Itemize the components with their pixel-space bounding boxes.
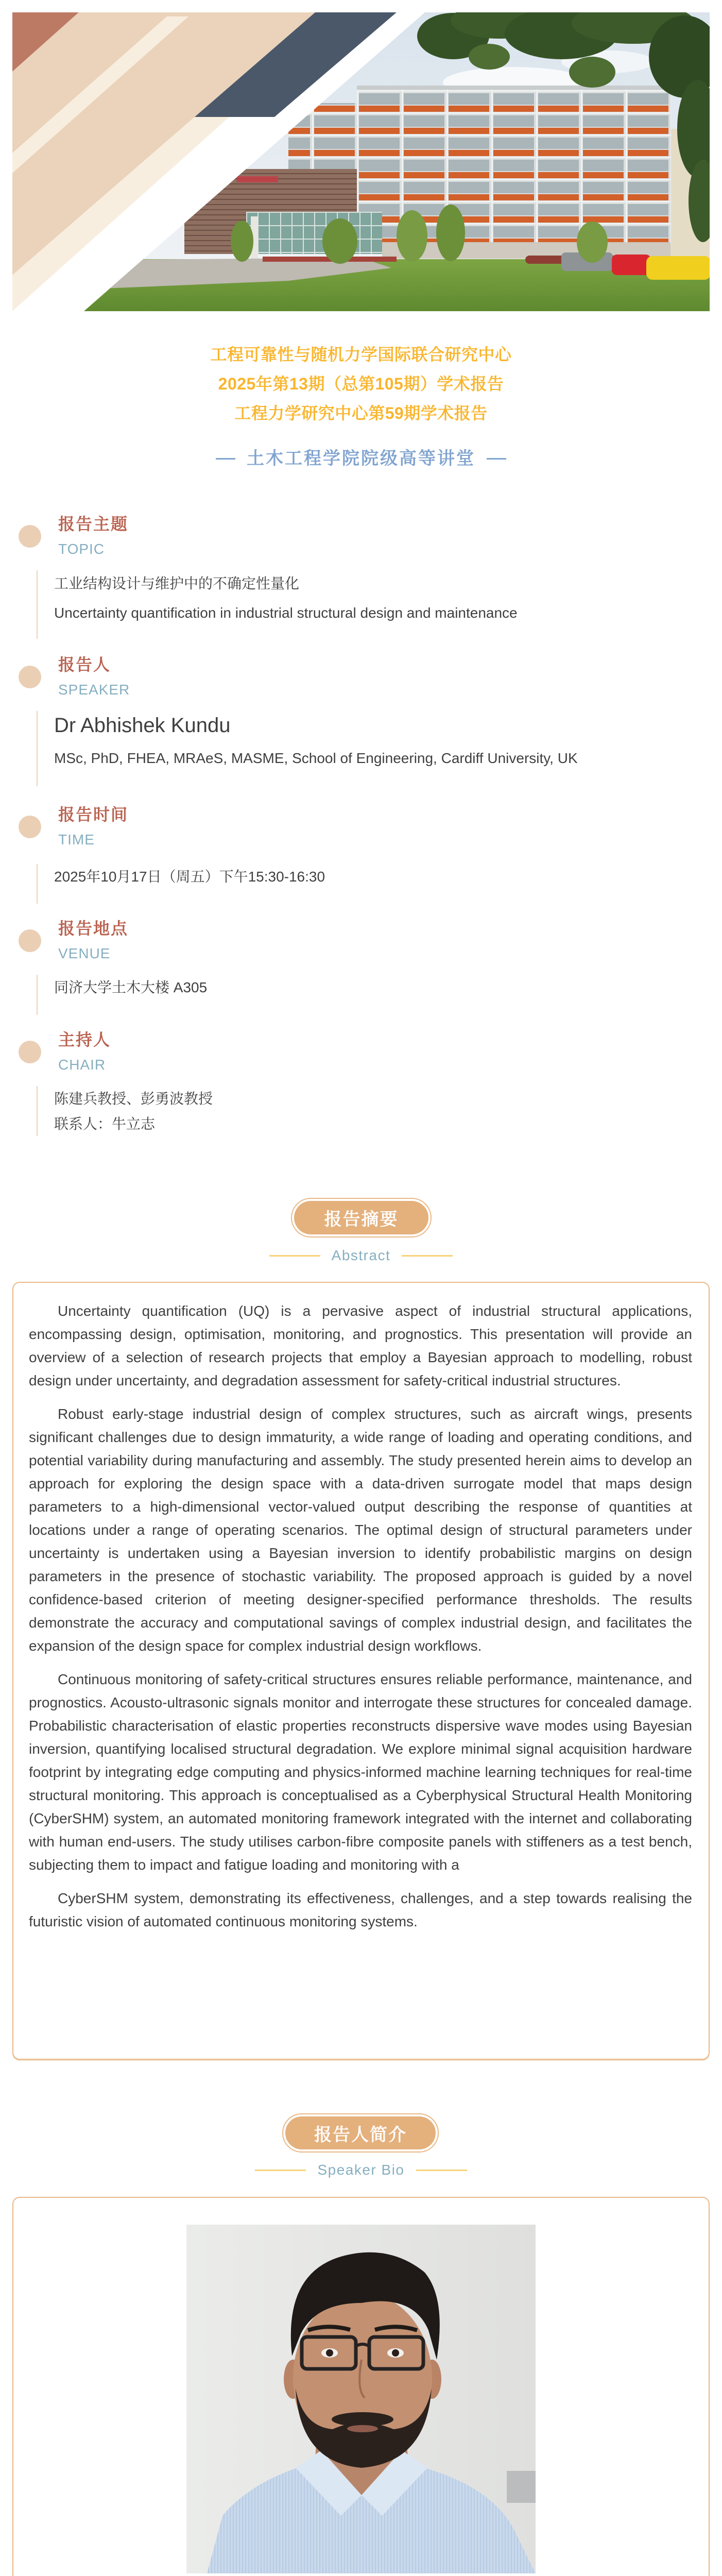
divider-line-right: [416, 2170, 467, 2171]
bullet-dot-icon: [19, 525, 41, 548]
section-title: 主持人: [58, 1030, 111, 1049]
event-venue: 同济大学土木大楼 A305: [54, 979, 208, 995]
abstract-paragraph: Robust early-stage industrial design of complex structures, such as aircraft wings, presents significant challenges due to design immaturity, a wide range of loading and operating conditions, and potential variability during manufacturing and assembly. The study presented herein aims to develop an approach for exploring the design space with a data-driven surrogate model that maps design parameters to a high-dimensional vector-valued output describing the response of quantities at locations under a range of operating scenarios. The optimal design of structural parameters under uncertainty is undertaken using a Bayesian inversion to identify probabilistic margins on design parameters in the presence of stochastic variability. The proposed approach is guided by a novel confidence-based criterion of meeting designer-specified performance thresholds. The results demonstrate the accuracy and computational savings of complex industrial design, and facilitates the expansion of the design space for complex industrial design workflows.: [29, 1406, 692, 1654]
title-line-center: 工程可靠性与随机力学国际联合研究中心: [210, 345, 512, 364]
section-label: VENUE: [58, 945, 111, 961]
dash-right: [487, 458, 506, 460]
bio-badge: [282, 2113, 439, 2153]
abstract-paragraph: Uncertainty quantification (UQ) is a pervasive aspect of industrial structural applications, encompassing design, optimisation, monitoring, and prognostics. This presentation will provide an overview of a selection of research projects that employ a Bayesian approach to modelling, robust design under uncertainty, and degradation assessment for safety-critical industrial structures.: [29, 1303, 692, 1388]
event-titles: [0, 340, 722, 428]
section-content: [37, 711, 693, 786]
divider-line-right: [402, 1255, 453, 1257]
abstract-badge: [291, 1198, 432, 1238]
bullet-dot-icon: [19, 929, 41, 952]
section-content: [37, 975, 693, 1015]
abstract-subtitle-row: [0, 1244, 722, 1267]
abstract-badge-label: 报告摘要: [294, 1201, 428, 1234]
section-label: SPEAKER: [58, 682, 130, 698]
contact-person: 联系人：牛立志: [54, 1116, 156, 1132]
bullet-dot-icon: [19, 816, 41, 838]
bullet-dot-icon: [19, 666, 41, 688]
section-content: [37, 570, 693, 639]
abstract-paragraph: Continuous monitoring of safety-critical structures ensures reliable performance, maintenance, and prognostics. Acousto-ultrasonic signals monitor and interrogate these structures for concealed damage. Probabilistic characterisation of elastic properties reconstructs dispersive wave modes using Bayesian inversion, quantifying localised structural degradation. We explore minimal signal acquisition hardware footprint by integrating edge computing and physics-informed machine learning techniques for real-time structural monitoring. This approach is conceptualised as a Cyberphysical Structural Health Monitoring (CyberSHM) system, an automated monitoring framework integrated with the internet and collaborating with human end-users. The study utilises carbon-fibre composite panels with stiffeners as a test bench, subjecting them to impact and fatigue loading and monitoring with a: [29, 1671, 692, 1873]
abstract-card: [12, 1282, 710, 2060]
abstract-subtitle: Abstract: [331, 1247, 391, 1263]
speaker-affiliation: MSc, PhD, FHEA, MRAeS, MASME, School of Engineering, Cardiff University, UK: [54, 750, 578, 766]
title-line-series: 工程力学研究中心第59期学术报告: [234, 404, 488, 422]
section-content: [37, 1086, 693, 1136]
speaker-name: Dr Abhishek Kundu: [54, 714, 231, 737]
bio-badge-label: 报告人简介: [285, 2116, 436, 2149]
title-line-issue: 2025年第13期（总第105期）学术报告: [218, 375, 504, 393]
abstract-text: [13, 1299, 709, 1933]
topic-chinese: 工业结构设计与维护中的不确定性量化: [54, 575, 300, 591]
bullet-dot-icon: [19, 1041, 41, 1063]
topic-english: Uncertainty quantification in industrial structural design and maintenance: [54, 605, 518, 621]
section-content: [37, 864, 693, 904]
speaker-photo: [186, 2225, 536, 2573]
section-label: TOPIC: [58, 541, 105, 557]
section-label: TIME: [58, 832, 95, 848]
section-title: 报告主题: [58, 515, 129, 533]
event-datetime: 2025年10月17日（周五）下午15:30-16:30: [54, 869, 325, 885]
lecture-series-subtitle: [0, 447, 722, 470]
header-banner: [0, 0, 722, 319]
section-title: 报告地点: [58, 919, 129, 938]
speaker-photo-frame: [186, 2225, 536, 2573]
divider-line-left: [269, 1255, 320, 1257]
bio-subtitle: Speaker Bio: [317, 2162, 405, 2178]
subtitle-text: 土木工程学院院级高等讲堂: [247, 449, 475, 468]
chair-names: 陈建兵教授、彭勇波教授: [54, 1091, 213, 1107]
section-label: CHAIR: [58, 1057, 106, 1073]
section-title: 报告时间: [58, 805, 129, 824]
dash-left: [216, 458, 235, 460]
abstract-paragraph: CyberSHM system, demonstrating its effectiveness, challenges, and a step towards realising the futuristic vision of automated continuous monitoring systems.: [29, 1890, 692, 1929]
section-title: 报告人: [58, 655, 111, 674]
bio-subtitle-row: [0, 2159, 722, 2181]
bio-card: [12, 2197, 710, 2576]
divider-line-left: [255, 2170, 306, 2171]
